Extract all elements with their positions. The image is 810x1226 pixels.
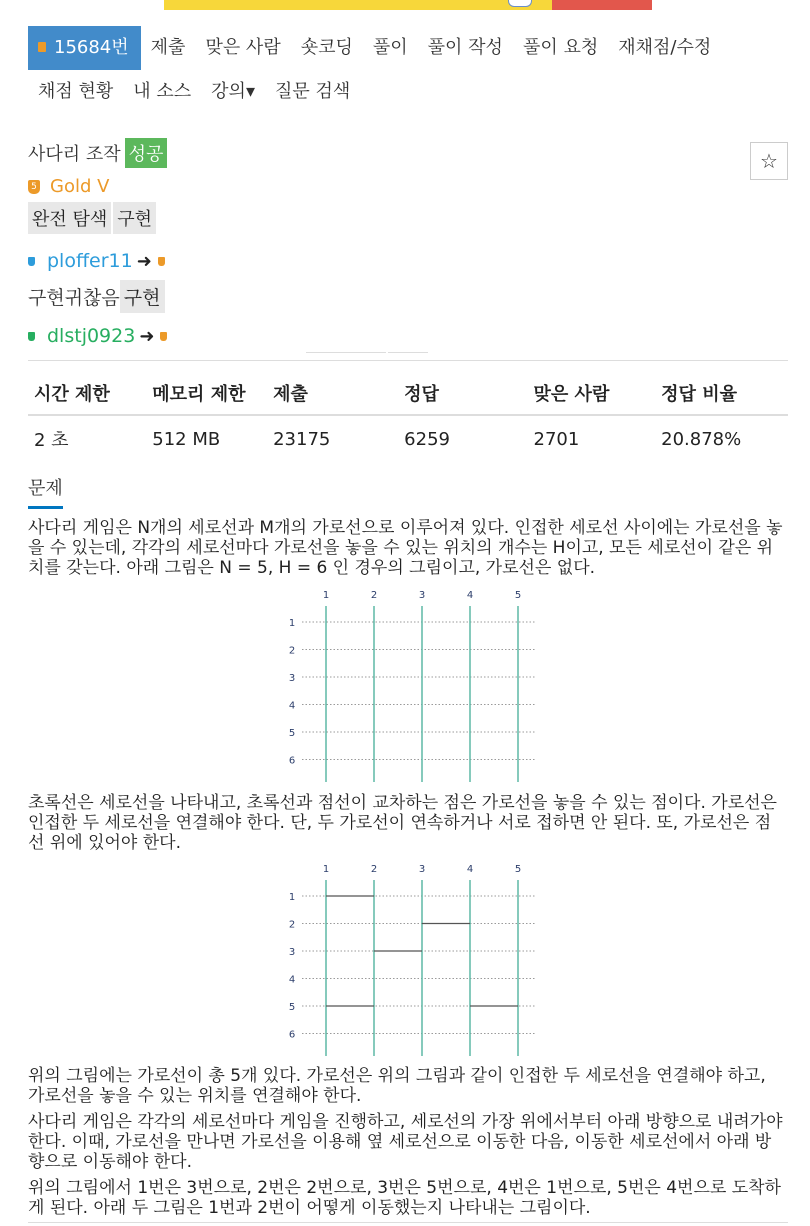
ad-banner-red <box>552 0 652 10</box>
nav-tab-label: 내 소스 <box>133 81 192 102</box>
nav-tab-label: 숏코딩 <box>300 37 353 58</box>
arrow-icon: ➜ <box>136 250 152 272</box>
table-header-cell: 메모리 제한 <box>146 372 267 415</box>
row-label: 6 <box>288 755 296 767</box>
table-cell: 20.878% <box>661 428 742 450</box>
row-label: 4 <box>288 974 296 986</box>
column-label: 3 <box>418 864 426 875</box>
table-header-cell: 정답 <box>398 372 527 415</box>
problem-title: 사다리 조작 <box>28 144 121 165</box>
column-label: 2 <box>370 864 378 875</box>
contributor-name[interactable]: ploffer11 <box>47 250 133 272</box>
divider <box>388 352 428 353</box>
problem-paragraph: 위의 그림에는 가로선이 총 5개 있다. 가로선은 위의 그림과 같이 인접한 두 세로선을 연결해야 하고, 가로선을 놓을 수 있는 위치를 연결해야 한다. <box>28 1066 766 1106</box>
nav-tab[interactable] <box>291 26 363 70</box>
nav-tab[interactable] <box>418 26 513 70</box>
algorithm-tags <box>28 202 158 234</box>
ad-banner[interactable] <box>164 0 652 10</box>
table-header-cell: 맞은 사람 <box>528 372 656 415</box>
row-label: 5 <box>288 728 296 739</box>
nav-tab[interactable] <box>513 26 608 70</box>
nav-tab[interactable] <box>28 26 141 70</box>
tier-icon <box>28 257 35 266</box>
problem-paragraph: 위의 그림에서 1번은 3번으로, 2번은 2번으로, 3번은 5번으로, 4번은 1번으로, 5번은 4번으로 도착하게 된다. 아래 두 그림은 1번과 2번이 어떻게 이동했는지 나타내는 그림이다. <box>28 1178 781 1218</box>
gold-tier-icon <box>158 257 165 266</box>
contributor-name[interactable]: dlstj0923 <box>47 325 136 347</box>
tier-row <box>28 176 109 197</box>
problem-paragraph: 사다리 게임은 N개의 세로선과 M개의 가로선으로 이루어져 있다. 인접한 세로선 사이에는 가로선을 놓을 수 있는데, 각각의 세로선마다 가로선을 놓을 수 있는 위치의 개수는 H이고, 모든 세로선이 같은 위치를 갖는다. 아래 그림은 N = 5, H = 6 인 경우의 그림이고, 가로선은 없다. <box>28 518 783 578</box>
nav-tab-label: 15684번 <box>54 37 129 58</box>
contributor-row-1 <box>28 250 165 272</box>
table-header-cell: 제출 <box>267 372 398 415</box>
nav-tab[interactable] <box>608 26 721 70</box>
nav-tab-label: 재채점/수정 <box>618 37 712 58</box>
nav-tab-label: 강의▾ <box>211 81 255 102</box>
nav-tab[interactable] <box>28 70 123 114</box>
table-row <box>28 415 788 462</box>
column-label: 1 <box>322 864 330 875</box>
column-label: 5 <box>514 590 522 601</box>
nav-tab[interactable] <box>123 70 201 114</box>
row-label: 6 <box>288 1029 296 1041</box>
gold-tier-icon: 5 <box>28 180 40 194</box>
column-label: 1 <box>322 590 330 601</box>
nav-tab-label: 풀이 작성 <box>427 37 503 58</box>
status-badge: 성공 <box>125 138 168 168</box>
nav-tab-label: 맞은 사람 <box>205 37 281 58</box>
row-label: 5 <box>288 1002 296 1013</box>
problem-paragraph: 사다리 게임은 각각의 세로선마다 게임을 진행하고, 세로선의 가장 위에서부터 아래 방향으로 내려가야 한다. 이때, 가로선을 만나면 가로선을 이용해 옆 세로선으로 이동한 다음, 이동한 세로선에서 아래 방향으로 이동해야 한다. <box>28 1112 783 1172</box>
contributor-note <box>28 280 167 313</box>
ladder-diagram <box>280 858 550 1058</box>
divider <box>28 360 788 361</box>
nav-tab[interactable] <box>195 26 290 70</box>
star-button[interactable]: ☆ <box>750 142 788 180</box>
ad-banner-pill <box>508 0 532 7</box>
table-cell: 512 MB <box>152 428 221 450</box>
column-label: 4 <box>466 864 474 875</box>
arrow-icon: ➜ <box>139 325 155 347</box>
row-label: 2 <box>288 645 296 657</box>
problem-nav-row-1 <box>28 26 788 70</box>
problem-nav-row-2 <box>28 70 788 114</box>
table-cell: 23175 <box>273 428 331 450</box>
problem-title-row <box>28 138 167 168</box>
table-cell: 2 초 <box>34 430 69 451</box>
ladder-figure-with-rungs <box>280 858 550 1062</box>
nav-tab-label: 채점 현황 <box>38 81 114 102</box>
gold-tier-icon <box>160 332 167 341</box>
ladder-diagram <box>280 584 550 784</box>
nav-tab[interactable] <box>141 26 196 70</box>
column-label: 4 <box>466 590 474 601</box>
tier-label[interactable]: Gold V <box>50 176 110 197</box>
column-label: 2 <box>370 590 378 601</box>
section-title-problem: 문제 <box>28 474 63 509</box>
table-header-row <box>28 372 788 415</box>
row-label: 3 <box>288 947 296 958</box>
row-label: 2 <box>288 919 296 931</box>
contributor-note-text: 구현귀찮음 <box>28 287 120 309</box>
table-cell: 2701 <box>533 428 580 450</box>
problem-nav <box>28 26 788 114</box>
nav-tab[interactable] <box>363 26 418 70</box>
row-label: 3 <box>288 673 296 684</box>
gold-tier-icon <box>38 42 46 52</box>
row-label: 1 <box>288 892 296 903</box>
nav-tab[interactable] <box>201 70 265 114</box>
table-header-cell: 정답 비율 <box>655 372 788 415</box>
tag-implementation[interactable]: 구현 <box>120 280 165 313</box>
ladder-figure-empty <box>280 584 550 788</box>
row-label: 1 <box>288 618 296 629</box>
problem-info-table <box>28 372 788 462</box>
column-label: 5 <box>514 864 522 875</box>
problem-paragraph: 초록선은 세로선을 나타내고, 초록선과 점선이 교차하는 점은 가로선을 놓을 수 있는 점이다. 가로선은 인접한 두 세로선을 연결해야 한다. 단, 두 가로선이 연속하거나 서로 접하면 안 된다. 또, 가로선은 점선 위에 있어야 한다. <box>28 793 777 853</box>
nav-tab-label: 질문 검색 <box>274 81 351 102</box>
table-cell: 6259 <box>404 428 450 450</box>
nav-tab-label: 풀이 <box>372 37 408 58</box>
table-header-cell: 시간 제한 <box>28 372 146 415</box>
contributor-row-2 <box>28 325 167 347</box>
algorithm-tag[interactable]: 완전 탐색 <box>28 202 111 234</box>
algorithm-tag[interactable]: 구현 <box>113 202 156 234</box>
nav-tab-label: 제출 <box>150 37 186 58</box>
divider <box>28 1222 788 1223</box>
nav-tab-label: 풀이 요청 <box>522 37 599 58</box>
nav-tab[interactable] <box>265 70 360 114</box>
row-label: 4 <box>288 700 296 712</box>
divider <box>306 352 386 353</box>
tier-icon <box>28 332 35 341</box>
column-label: 3 <box>418 590 426 601</box>
